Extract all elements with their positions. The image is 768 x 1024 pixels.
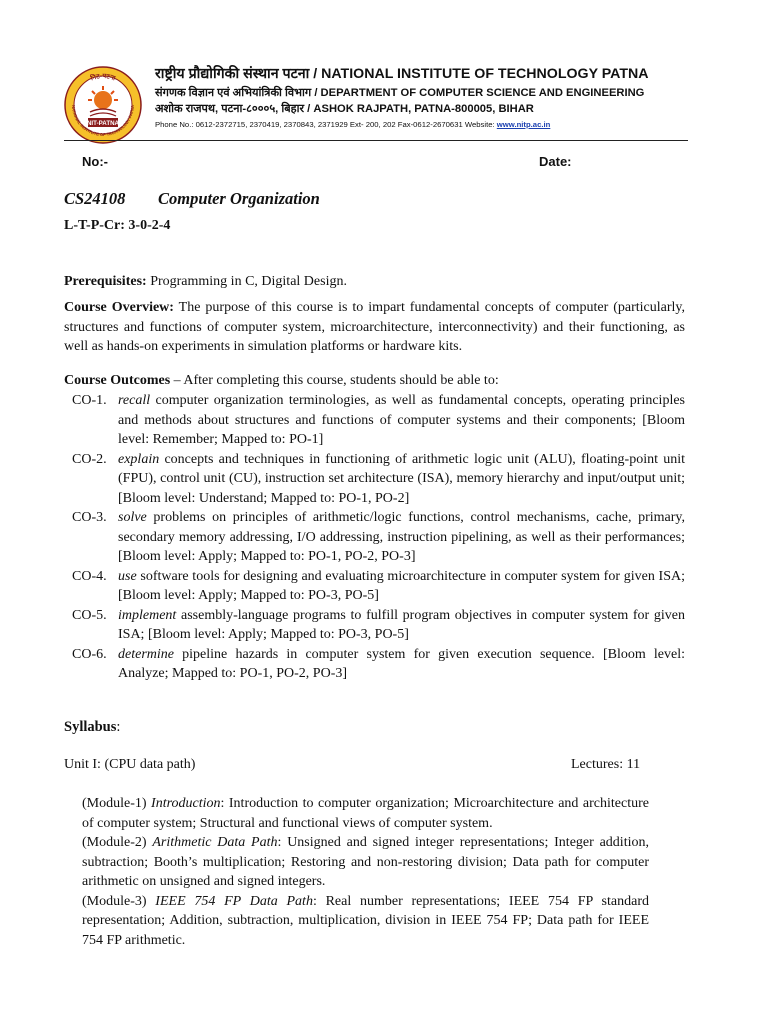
unit-title: Unit I: (CPU data path) bbox=[64, 757, 196, 772]
outcome-verb: implement bbox=[118, 607, 177, 623]
outcome-text: computer organization terminologies, as well as fundamental concepts, operating principles and methods about structures and functions of computer systems and their components; [Bloom level: Remember; Mapped to: PO-1] bbox=[118, 393, 685, 447]
unit-lectures: Lectures: 11 bbox=[571, 757, 641, 772]
department-name bbox=[155, 85, 715, 101]
outcome-verb: use bbox=[118, 568, 137, 584]
address bbox=[155, 101, 715, 117]
institute-name-hindi: राष्ट्रीय प्रौद्योगिकी संस्थान पटना bbox=[155, 66, 310, 82]
no-label: No:- bbox=[82, 154, 108, 169]
department-name-hindi: संगणक विज्ञान एवं अभियांत्रिकी विभाग bbox=[155, 87, 312, 99]
module-item bbox=[82, 794, 649, 833]
outcome-item bbox=[72, 567, 685, 606]
website-link[interactable]: www.nitp.ac.in bbox=[496, 120, 551, 129]
address-english: / ASHOK RAJPATH, PATNA-800005, BIHAR bbox=[304, 103, 534, 115]
prerequisites-text: Programming in C, Digital Design. bbox=[146, 274, 347, 289]
outcome-item bbox=[72, 606, 685, 645]
address-hindi: अशोक राजपथ, पटना-८०००५, बिहार bbox=[155, 103, 305, 115]
module-text: : Real number representations; IEEE 754 FP standard representation; Addition, subtraction, multiplication, division in IEEE 754 FP; Data path for IEEE 754 FP arithmetic. bbox=[82, 893, 649, 948]
syllabus-colon: : bbox=[116, 719, 121, 735]
overview-text: The purpose of this course is to impart fundamental concepts of computer (particularly, structures and functions of computer system, microarchitecture, interconnectivity) and their functioning, as well as hands-on experiments in simulation platforms or hardware kits. bbox=[64, 300, 685, 354]
course-title: Computer Organization bbox=[158, 189, 320, 208]
module-number: (Module-1) bbox=[82, 796, 152, 811]
logo-english-arc: NATIONAL INSTITUTE OF TECHNOLOGY PATNA bbox=[70, 104, 136, 138]
date-label: Date: bbox=[539, 154, 572, 169]
course-heading bbox=[64, 189, 320, 209]
outcomes-intro-text: – After completing this course, students should be able to: bbox=[170, 373, 499, 388]
nit-patna-logo bbox=[64, 66, 142, 144]
outcome-text: concepts and techniques in functioning of arithmetic logic unit (ALU), floating-point unit (FPU), control unit (CU), instruction set architecture (ISA), memory hierarchy and input/output unit; [Bloom level: Understand; Mapped to: PO-1, PO-2] bbox=[118, 451, 685, 506]
overview-label: Course Overview: bbox=[64, 300, 174, 315]
institute-name bbox=[155, 64, 715, 84]
outcomes-intro bbox=[64, 371, 499, 391]
module-text: : Introduction to computer organization; Microarchitecture and architecture of computer system; Structural and functional views of computer system. bbox=[82, 796, 649, 831]
module-item bbox=[82, 892, 649, 951]
outcome-number: CO-4. bbox=[72, 568, 107, 584]
course-code: CS24108 bbox=[64, 189, 126, 208]
logo-badge-text: NIT-PATNA bbox=[86, 120, 120, 127]
outcome-number: CO-6. bbox=[72, 646, 107, 662]
syllabus-heading bbox=[64, 719, 120, 736]
outcome-text: pipeline hazards in computer system for given execution sequence. [Bloom level: Analyze; Mapped to: PO-1, PO-2, PO-3] bbox=[118, 646, 685, 681]
module-item bbox=[82, 833, 649, 892]
outcome-verb: determine bbox=[118, 646, 174, 662]
prerequisites bbox=[64, 272, 685, 292]
logo-hindi-arc: निट-पटना bbox=[89, 71, 117, 83]
outcome-item bbox=[72, 450, 685, 509]
module-name: Arithmetic Data Path bbox=[152, 835, 278, 850]
outcome-verb: solve bbox=[118, 510, 147, 525]
header-divider bbox=[64, 140, 688, 141]
syllabus-title: Syllabus bbox=[64, 719, 117, 735]
outcomes-list bbox=[72, 391, 685, 684]
contact-line bbox=[155, 118, 715, 132]
outcome-text: software tools for designing and evaluating microarchitecture in computer system for given ISA; [Bloom level: Apply; Mapped to: PO-3, PO-5] bbox=[118, 568, 685, 603]
module-name: Introduction bbox=[151, 796, 221, 811]
outcome-text: assembly-language programs to fulfill program objectives in computer system for given ISA; [Bloom level: Apply; Mapped to: PO-3, PO-5] bbox=[118, 607, 685, 642]
outcome-item bbox=[72, 508, 685, 567]
outcome-verb: explain bbox=[118, 451, 160, 467]
credit-structure: L-T-P-Cr: 3-0-2-4 bbox=[64, 218, 171, 233]
module-number: (Module-3) bbox=[82, 893, 156, 909]
module-number: (Module-2) bbox=[82, 835, 153, 850]
course-overview bbox=[64, 298, 685, 357]
outcomes-label: Course Outcomes bbox=[64, 373, 171, 388]
module-text: : Unsigned and signed integer representations; Integer addition, subtraction; Booth’s multiplication; Restoring and non-restoring division; Data path for computer arithmetic on unsigned and signed integers. bbox=[82, 835, 649, 889]
institute-name-english: / NATIONAL INSTITUTE OF TECHNOLOGY PATNA bbox=[309, 66, 649, 82]
outcome-number: CO-3. bbox=[72, 510, 107, 525]
outcome-number: CO-5. bbox=[72, 607, 107, 623]
department-name-english: / DEPARTMENT OF COMPUTER SCIENCE AND ENGINEERING bbox=[311, 87, 645, 99]
outcome-text: problems on principles of arithmetic/logic functions, control mechanisms, cache, primary, secondary memory addressing, I/O addressing, instruction pipelining, as well as their performances; [Bloom level: Apply; Mapped to: PO-1, PO-2, PO-3] bbox=[118, 510, 685, 564]
module-list bbox=[82, 794, 649, 950]
module-name: IEEE 754 FP Data Path bbox=[155, 893, 313, 909]
contact-details: Phone No.: 0612-2372715, 2370419, 2370843, 2371929 Ext- 200, 202 Fax-0612-2670631 Website: bbox=[155, 120, 497, 129]
outcome-item bbox=[72, 645, 685, 684]
letterhead-text bbox=[155, 64, 715, 132]
outcome-number: CO-2. bbox=[72, 451, 107, 467]
outcome-item bbox=[72, 391, 685, 450]
outcome-verb: recall bbox=[118, 393, 151, 408]
outcome-number: CO-1. bbox=[72, 393, 107, 408]
prerequisites-label: Prerequisites: bbox=[64, 274, 147, 289]
